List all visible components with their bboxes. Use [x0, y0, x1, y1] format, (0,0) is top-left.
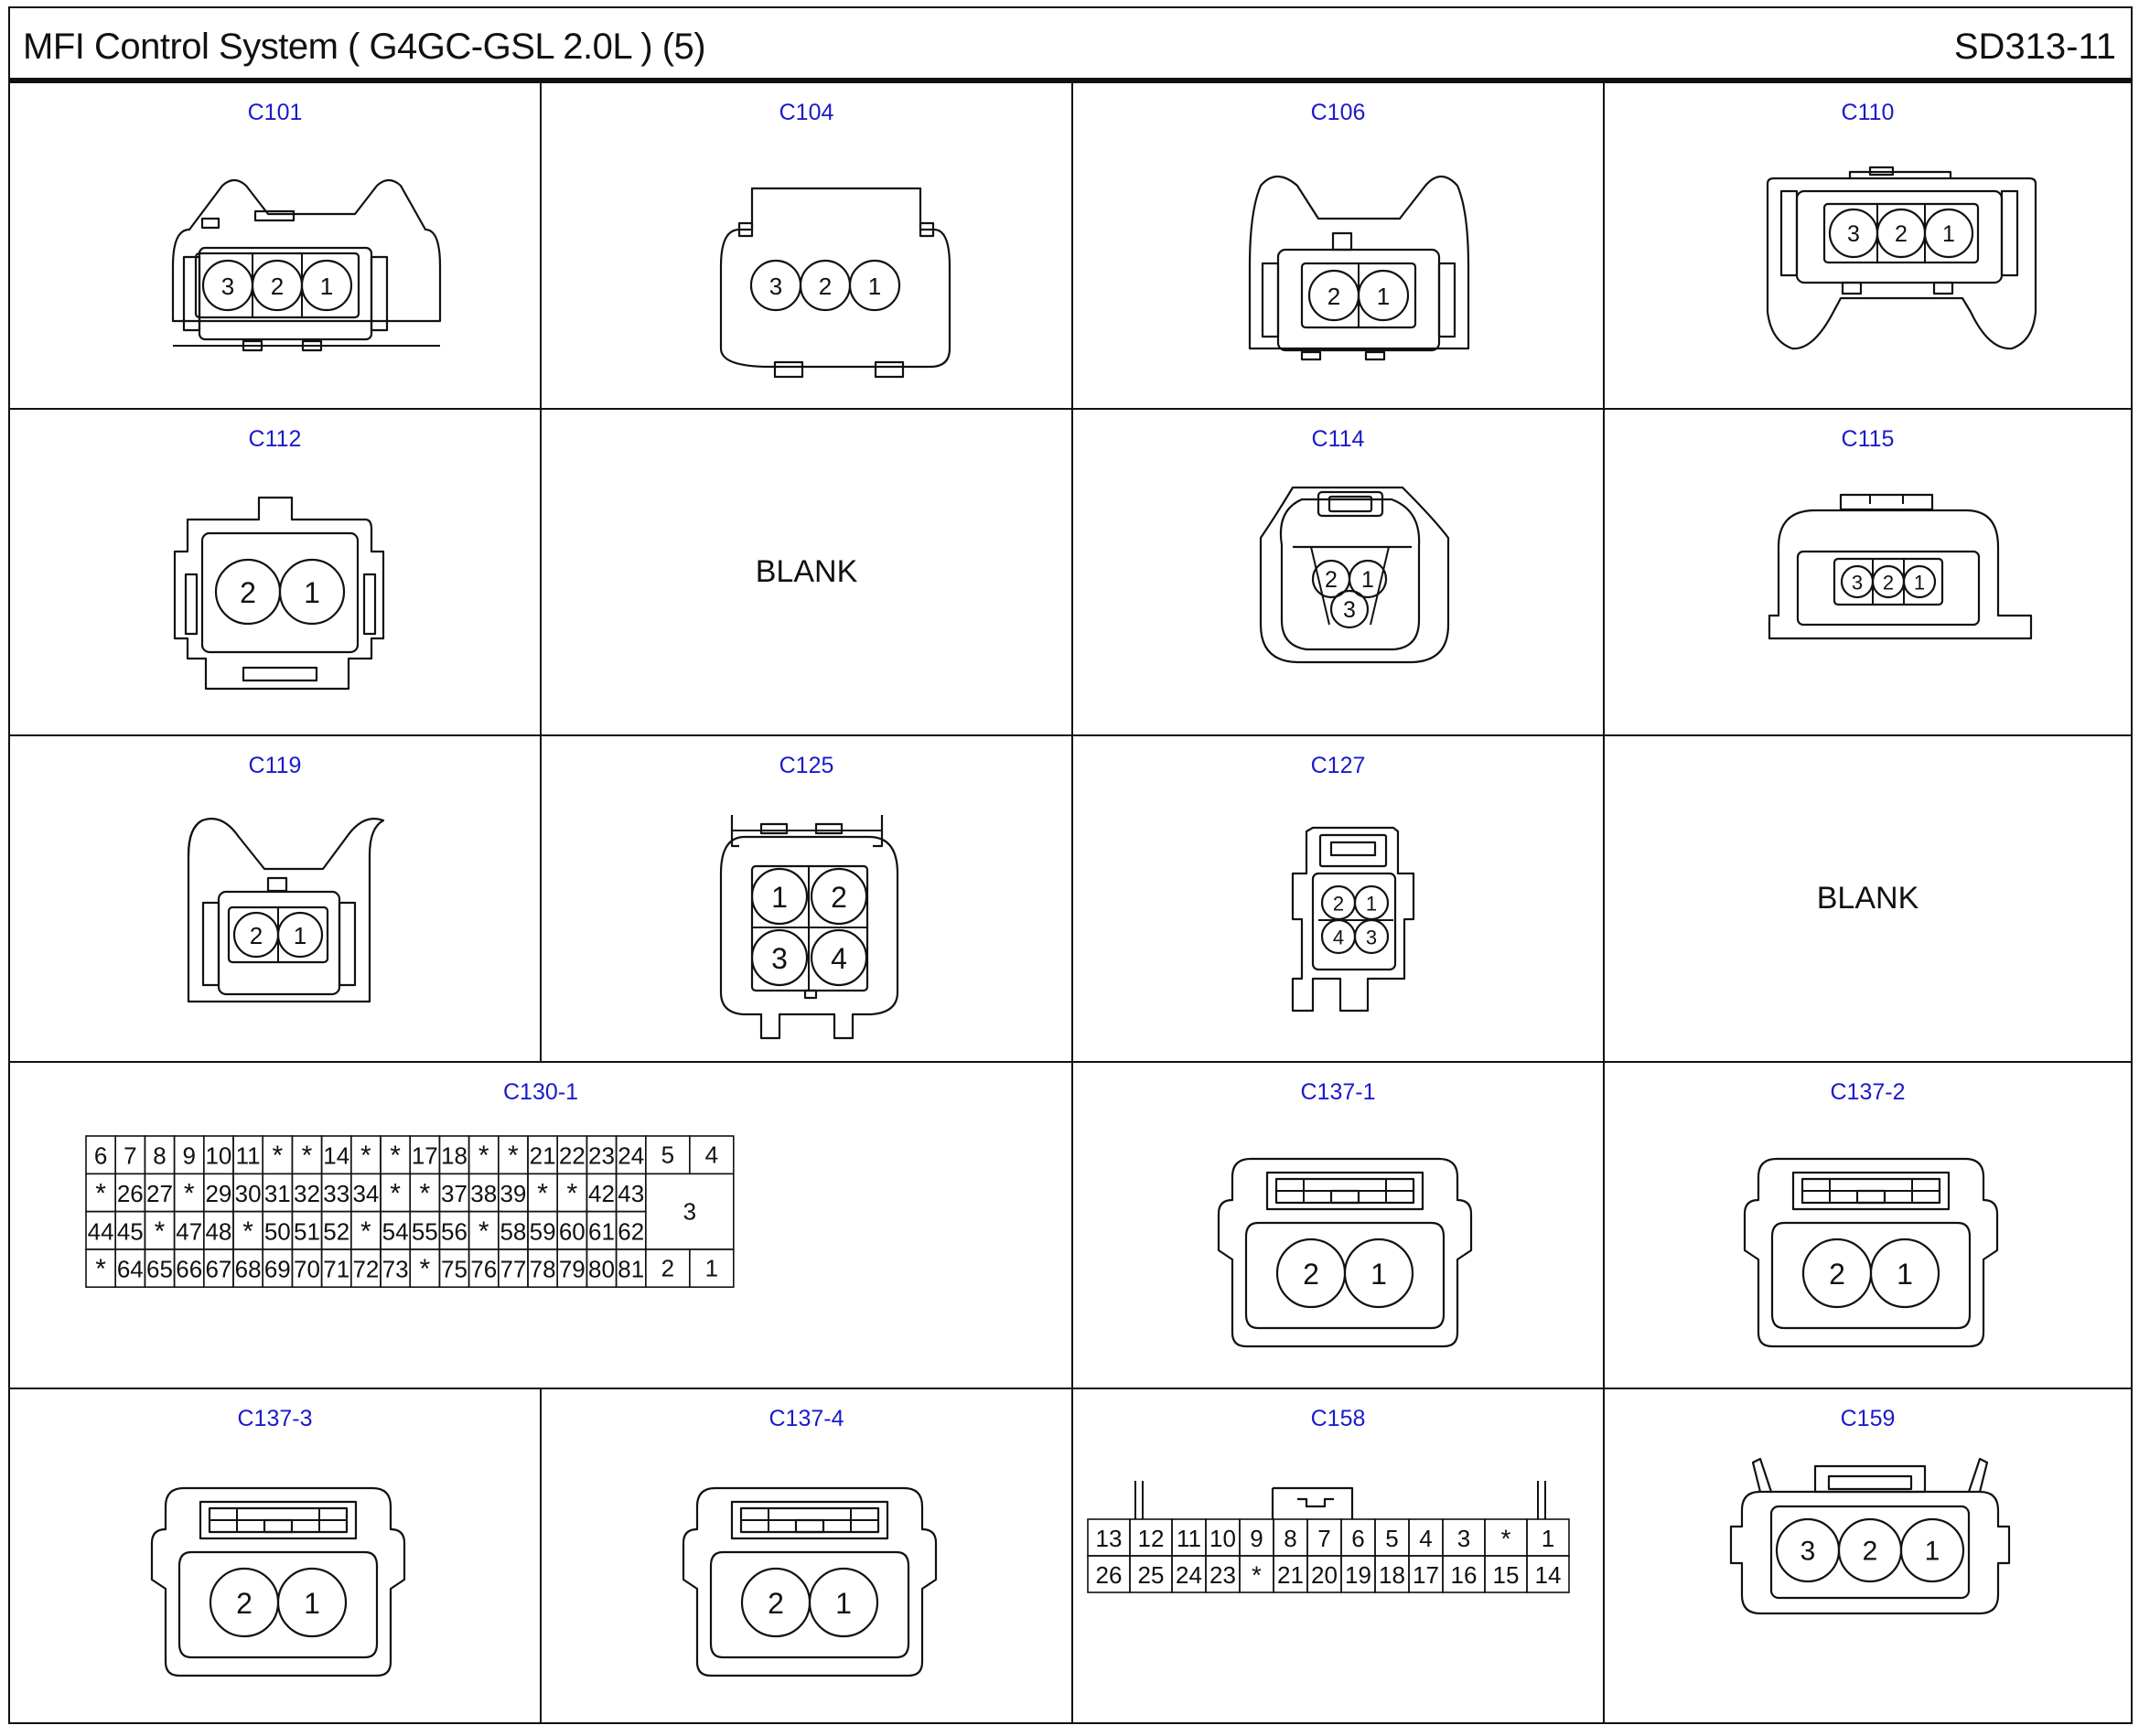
pin-number: 24 — [618, 1141, 645, 1170]
latch — [1366, 352, 1384, 359]
pin-number: 3 — [220, 273, 235, 300]
pin-number: 52 — [323, 1217, 350, 1246]
connector-cell-c101 — [10, 83, 542, 410]
pin-number: 48 — [205, 1217, 232, 1246]
pin-number: 61 — [588, 1217, 615, 1246]
pin-number: * — [360, 1141, 371, 1172]
pin-number: 3 — [1800, 1536, 1816, 1567]
latch — [1815, 1466, 1925, 1492]
pin-number: 1 — [771, 881, 788, 914]
pin-number: 47 — [176, 1217, 203, 1246]
pin-number: 66 — [176, 1255, 203, 1283]
pin-number: 11 — [235, 1141, 261, 1170]
side-rail — [1439, 263, 1455, 337]
pin-number: * — [242, 1216, 253, 1247]
pin-number: 34 — [352, 1179, 380, 1207]
connector-c101-drawing — [10, 83, 542, 410]
side-rail — [2002, 191, 2017, 275]
pin-number: 68 — [234, 1255, 262, 1283]
pin-number: * — [537, 1178, 548, 1209]
side-rail — [186, 574, 197, 634]
wiring-sheet — [8, 6, 2133, 1724]
connector-label: C137-4 — [769, 1406, 844, 1431]
pin-number: 1 — [1942, 221, 1955, 247]
pin-number: 6 — [1351, 1525, 1365, 1552]
pin-number: * — [95, 1178, 106, 1209]
connector-label: C106 — [1310, 100, 1366, 125]
pin-number: 3 — [1365, 926, 1378, 949]
pin-number: 9 — [1250, 1525, 1263, 1552]
pin-number: * — [272, 1141, 284, 1172]
pin-number: 38 — [470, 1179, 498, 1207]
pin-number: 56 — [441, 1217, 468, 1246]
side-rail — [1781, 191, 1797, 275]
pin-number: * — [360, 1216, 371, 1247]
pin-number: 81 — [618, 1255, 645, 1283]
pin-number: 2 — [818, 273, 833, 300]
pin-number: 4 — [1419, 1525, 1433, 1552]
connector-label: C119 — [248, 753, 302, 778]
connector-cell-c112 — [10, 410, 542, 736]
connector-c158-drawing — [1073, 1389, 1605, 1722]
pin-number: 14 — [323, 1141, 350, 1170]
pin-number: 2 — [240, 576, 256, 609]
latch — [243, 668, 317, 680]
pin-number: 4 — [704, 1141, 719, 1169]
pin-number: 1 — [704, 1254, 719, 1282]
pin-number: 11 — [1177, 1525, 1201, 1552]
connector-cell-c106 — [1073, 83, 1605, 410]
pin-number: 33 — [323, 1179, 350, 1207]
pin-number: 75 — [441, 1255, 468, 1283]
pin-number: 2 — [661, 1254, 675, 1282]
pin-number: 78 — [529, 1255, 556, 1283]
pin-number: * — [183, 1178, 195, 1209]
blank-text: BLANK — [755, 553, 858, 589]
pin-number: 67 — [205, 1255, 232, 1283]
pin-number: * — [390, 1178, 401, 1209]
pin-number: * — [95, 1254, 106, 1285]
pin-number: 2 — [831, 881, 847, 914]
pin-number: 1 — [1924, 1536, 1940, 1567]
connector-cell-c119 — [10, 736, 542, 1063]
pin-number: 30 — [234, 1179, 262, 1207]
side-rail — [203, 903, 219, 985]
pin-number: 2 — [768, 1587, 784, 1620]
pin-number: * — [1252, 1560, 1262, 1590]
connector-cell-c158 — [1073, 1389, 1605, 1722]
pin-number: 1 — [1376, 283, 1391, 310]
pin-number: 43 — [618, 1179, 645, 1207]
pin-number: 73 — [382, 1255, 409, 1283]
pin-number: 2 — [1895, 221, 1908, 247]
pin-number: 2 — [1829, 1258, 1845, 1291]
blank-cell — [1605, 736, 2131, 1063]
pin-number: 23 — [1209, 1561, 1236, 1589]
pin-number: 5 — [1385, 1525, 1399, 1552]
pin-number: 7 — [1317, 1525, 1331, 1552]
housing-outline — [721, 188, 950, 367]
latch — [1753, 1459, 1771, 1492]
housing-outline — [152, 1488, 404, 1676]
pin-number: 1 — [1370, 1258, 1387, 1291]
pin-number: 3 — [771, 942, 788, 975]
pin-number: 4 — [831, 942, 847, 975]
outline-line — [188, 820, 202, 855]
latch — [1969, 1459, 1987, 1492]
pin-number: 16 — [1450, 1561, 1478, 1589]
pin-number: 27 — [146, 1179, 173, 1207]
pin-number: 1 — [304, 576, 320, 609]
pin-number: 4 — [1332, 926, 1345, 949]
pin-number: 2 — [1882, 571, 1895, 595]
pin-number: 51 — [294, 1217, 320, 1246]
pin-number: 77 — [500, 1255, 527, 1283]
connector-c112-drawing — [10, 410, 542, 736]
housing-outline — [1261, 488, 1448, 662]
pin-number: 1 — [1897, 1258, 1913, 1291]
pin-number: 76 — [470, 1255, 498, 1283]
pin-number: 1 — [835, 1587, 852, 1620]
pin-number: * — [154, 1216, 166, 1247]
pin-number: 2 — [270, 273, 285, 300]
pin-number: 70 — [294, 1255, 320, 1283]
pin-number: 10 — [205, 1141, 232, 1170]
pin-number: 65 — [146, 1255, 173, 1283]
side-rail — [339, 903, 355, 985]
pin-number: 1 — [304, 1587, 320, 1620]
connector-cell-c115 — [1605, 410, 2131, 736]
pin-number: 1 — [1541, 1525, 1555, 1552]
pin-number: 7 — [124, 1141, 137, 1170]
connector-cell-c110 — [1605, 83, 2131, 410]
pin-number: * — [301, 1141, 313, 1172]
pin-number: 15 — [1492, 1561, 1520, 1589]
pin-number: 24 — [1176, 1561, 1202, 1589]
latch — [1320, 835, 1386, 866]
pin-number: 58 — [500, 1217, 527, 1246]
connector-c119-drawing — [10, 736, 542, 1063]
latch — [1302, 352, 1320, 359]
connector-c110-drawing — [1605, 83, 2131, 410]
connector-c137-1-drawing — [1073, 1063, 1605, 1389]
latch — [876, 362, 903, 377]
terminal-housing — [1313, 873, 1395, 970]
connector-c137-2-drawing — [1605, 1063, 2131, 1389]
connector-label: C137-2 — [1830, 1079, 1906, 1105]
pin-number: 72 — [352, 1255, 380, 1283]
latch — [202, 219, 219, 228]
pin-number: 21 — [1277, 1561, 1304, 1589]
pin-number: 19 — [1345, 1561, 1371, 1589]
pin-number: * — [566, 1178, 578, 1209]
connector-cell-c137-3 — [10, 1389, 542, 1722]
connector-label: C130-1 — [503, 1079, 578, 1105]
side-rail — [371, 257, 387, 330]
latch — [1843, 283, 1861, 294]
connector-c137-4-drawing — [542, 1389, 1073, 1722]
connector-label: C101 — [247, 100, 303, 125]
pin-number: 44 — [87, 1217, 114, 1246]
pin-number: 1 — [319, 273, 334, 300]
housing-outline — [1219, 1159, 1471, 1346]
pin-number: 62 — [618, 1217, 645, 1246]
pin-number: 69 — [263, 1255, 291, 1283]
pin-number: 26 — [1095, 1561, 1123, 1589]
pin-number: 17 — [1413, 1561, 1439, 1589]
housing-outline — [1769, 510, 2031, 638]
pin-number: 64 — [116, 1255, 144, 1283]
pin-number: 2 — [249, 922, 263, 949]
connector-cell-c125 — [542, 736, 1073, 1063]
pin-number: 1 — [1913, 571, 1926, 595]
latch — [1333, 233, 1351, 250]
connector-c130-1-drawing — [10, 1063, 1073, 1389]
pin-number: 6 — [93, 1141, 108, 1170]
pin-number: * — [1500, 1524, 1511, 1553]
latch — [1934, 283, 1952, 294]
connector-cell-c114 — [1073, 410, 1605, 736]
pin-number: 9 — [182, 1141, 196, 1170]
connector-label: C125 — [779, 753, 834, 778]
pin-number: 14 — [1534, 1561, 1562, 1589]
latch — [264, 1520, 292, 1532]
connector-cell-c159 — [1605, 1389, 2131, 1722]
connector-c104-drawing — [542, 83, 1073, 410]
pin-number: 2 — [236, 1587, 253, 1620]
connector-c106-drawing — [1073, 83, 1605, 410]
connector-c137-3-drawing — [10, 1389, 542, 1722]
latch — [805, 991, 816, 998]
pin-number: 8 — [1284, 1525, 1297, 1552]
pin-number: 12 — [1137, 1525, 1165, 1552]
connector-label: C104 — [779, 100, 834, 125]
sheet-header — [10, 8, 2131, 83]
pin-number: 32 — [294, 1179, 320, 1207]
latch — [1331, 842, 1375, 855]
pin-number: 2 — [1862, 1536, 1878, 1567]
pin-number: 3 — [683, 1197, 697, 1226]
pin-number: 79 — [558, 1255, 586, 1283]
pin-number: * — [390, 1141, 401, 1172]
blank-cell — [542, 410, 1073, 736]
pin-number: 21 — [529, 1141, 556, 1170]
pin-number: 2 — [1303, 1258, 1319, 1291]
pin-number: 1 — [293, 922, 307, 949]
pin-number: 1 — [1365, 892, 1378, 916]
connector-c159-drawing — [1605, 1389, 2131, 1722]
pin-number: 20 — [1311, 1561, 1338, 1589]
pin-number: 37 — [441, 1179, 468, 1207]
pin-number: 13 — [1095, 1525, 1123, 1552]
pin-number: 60 — [558, 1217, 586, 1246]
pin-number: 42 — [588, 1179, 615, 1207]
pin-number: 3 — [1851, 571, 1864, 595]
connector-label: C115 — [1841, 426, 1895, 452]
connector-label: C158 — [1310, 1406, 1366, 1431]
pin-number: 1 — [867, 273, 882, 300]
pin-number: 5 — [661, 1141, 675, 1169]
pin-number: 2 — [1332, 892, 1345, 916]
pin-number: 18 — [441, 1141, 468, 1170]
pin-number: 54 — [382, 1217, 409, 1246]
latch — [1857, 1191, 1885, 1203]
pin-number: 3 — [1456, 1525, 1471, 1552]
latch — [775, 362, 802, 377]
housing-outline — [683, 1488, 936, 1676]
connector-label: C112 — [248, 426, 302, 452]
pin-number: 59 — [529, 1217, 556, 1246]
connector-grid — [10, 83, 2131, 1722]
latch — [255, 211, 294, 220]
connector-label: C110 — [1841, 100, 1895, 125]
pin-number: 31 — [263, 1179, 291, 1207]
connector-cell-c137-1 — [1073, 1063, 1605, 1389]
sheet-code: SD313-11 — [1953, 27, 2116, 67]
connector-c127-drawing — [1073, 736, 1605, 1063]
pin-number: 3 — [1847, 221, 1860, 247]
latch — [816, 824, 842, 833]
pin-number: 3 — [769, 273, 783, 300]
connector-cell-c137-2 — [1605, 1063, 2131, 1389]
connector-c115-drawing — [1605, 410, 2131, 736]
connector-c125-drawing — [542, 736, 1073, 1063]
pin-number: 10 — [1209, 1525, 1236, 1552]
latch — [1331, 1191, 1359, 1203]
latch — [1297, 1499, 1334, 1506]
connector-label: C114 — [1311, 426, 1365, 452]
connector-cell-c104 — [542, 83, 1073, 410]
pin-number: 55 — [411, 1217, 438, 1246]
housing-outline — [1745, 1159, 1997, 1346]
pin-number: 18 — [1379, 1561, 1405, 1589]
pin-number: 2 — [1327, 283, 1341, 310]
pin-number: * — [419, 1254, 431, 1285]
latch — [268, 878, 286, 891]
pin-number: * — [419, 1178, 431, 1209]
connector-cell-c137-4 — [542, 1389, 1073, 1722]
latch — [1829, 1476, 1911, 1489]
pin-number: * — [478, 1141, 489, 1172]
pin-number: 71 — [323, 1255, 350, 1283]
pin-number: 2 — [1325, 567, 1338, 593]
latch — [761, 824, 787, 833]
page-title: MFI Control System ( G4GC-GSL 2.0L ) (5) — [23, 27, 706, 67]
blank-text: BLANK — [1816, 880, 1919, 916]
pin-number: 29 — [205, 1179, 232, 1207]
side-rail — [364, 574, 375, 634]
connector-label: C137-3 — [237, 1406, 313, 1431]
latch — [1273, 1488, 1352, 1519]
latch — [796, 1520, 823, 1532]
side-rail — [1263, 263, 1278, 337]
pin-number: 80 — [588, 1255, 615, 1283]
pin-number: 45 — [116, 1217, 144, 1246]
pin-number: * — [508, 1141, 519, 1172]
pin-number: 22 — [558, 1141, 586, 1170]
pin-number: 39 — [500, 1179, 527, 1207]
pin-number: 8 — [153, 1141, 167, 1170]
pin-number: * — [478, 1216, 489, 1247]
pin-number: 23 — [588, 1141, 615, 1170]
pin-number: 25 — [1137, 1561, 1165, 1589]
pin-number: 26 — [116, 1179, 144, 1207]
connector-label: C137-1 — [1300, 1079, 1376, 1105]
side-rail — [184, 257, 199, 330]
pin-number: 17 — [411, 1141, 438, 1170]
connector-label: C159 — [1840, 1406, 1896, 1431]
connector-c114-drawing — [1073, 410, 1605, 736]
connector-label: C127 — [1310, 753, 1366, 778]
latch — [1841, 495, 1932, 509]
pin-number: 3 — [1343, 597, 1356, 623]
connector-cell-c130-1 — [10, 1063, 1073, 1389]
pin-number: 50 — [263, 1217, 291, 1246]
pin-number: 1 — [1361, 567, 1374, 593]
connector-cell-c127 — [1073, 736, 1605, 1063]
